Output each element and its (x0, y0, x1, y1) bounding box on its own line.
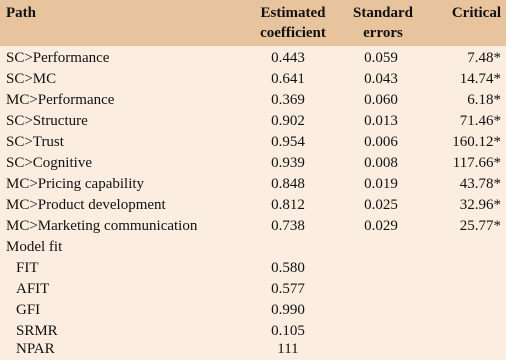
header-se-line2: errors (363, 25, 403, 41)
header-critical (426, 3, 506, 23)
model-fit-label: Model fit (6, 239, 63, 255)
fit-index-name: AFIT (16, 281, 50, 297)
critical-cell: 25.77* (459, 218, 501, 234)
critical-cell: 160.12* (452, 134, 501, 150)
standard-error-cell: 0.013 (364, 113, 398, 129)
header-coef-line1: Estimated (260, 5, 326, 21)
coefficient-cell: 0.954 (271, 134, 305, 150)
table-row (0, 153, 506, 174)
fit-index-value: 0.580 (271, 260, 305, 276)
model-fit-row (0, 258, 506, 279)
critical-cell: 32.96* (459, 197, 501, 213)
coefficient-cell: 0.902 (271, 113, 305, 129)
table-row (0, 216, 506, 237)
standard-error-cell: 0.008 (364, 155, 398, 171)
fit-index-name: SRMR (16, 323, 58, 339)
model-fit-row (0, 300, 506, 321)
coefficient-cell: 0.369 (271, 92, 305, 108)
standard-error-cell: 0.025 (364, 197, 398, 213)
path-cell: MC>Product development (6, 197, 166, 213)
table-row (0, 174, 506, 195)
header-crit-label: Critical (451, 5, 501, 21)
header-path: Path (6, 5, 36, 21)
header-coef-line2: coefficient (260, 25, 326, 41)
path-cell: SC>Structure (6, 113, 88, 129)
critical-cell: 7.48* (467, 50, 501, 66)
path-cell: MC>Performance (6, 92, 115, 108)
coefficient-cell: 0.939 (271, 155, 305, 171)
path-cell: MC>Pricing capability (6, 176, 145, 192)
fit-index-value: 0.577 (271, 281, 305, 297)
standard-error-cell: 0.059 (364, 50, 398, 66)
model-fit-heading-row (0, 237, 506, 258)
header-standard-errors (345, 3, 421, 43)
fit-index-value: 0.990 (271, 302, 305, 318)
path-cell: SC>Trust (6, 134, 64, 150)
path-cell: MC>Marketing communication (6, 218, 198, 234)
coefficient-cell: 0.738 (271, 218, 305, 234)
critical-cell: 117.66* (452, 155, 501, 171)
table-row (0, 69, 506, 90)
coefficient-cell: 0.812 (271, 197, 305, 213)
standard-error-cell: 0.029 (364, 218, 398, 234)
fit-index-value: 0.105 (271, 323, 305, 339)
table-row (0, 132, 506, 153)
standard-error-cell: 0.006 (364, 134, 398, 150)
fit-index-name: FIT (16, 260, 39, 276)
standard-error-cell: 0.060 (364, 92, 398, 108)
table-row (0, 111, 506, 132)
fit-index-name: GFI (16, 302, 41, 318)
fit-index-value: 111 (277, 341, 299, 357)
table-header (0, 0, 506, 46)
table-row (0, 90, 506, 111)
critical-cell: 43.78* (459, 176, 501, 192)
model-fit-row (0, 339, 506, 360)
table-row (0, 48, 506, 69)
header-estimated-coefficient (248, 3, 338, 43)
standard-error-cell: 0.043 (364, 71, 398, 87)
critical-cell: 71.46* (459, 113, 501, 129)
fit-index-name: NPAR (16, 341, 55, 357)
coefficient-cell: 0.848 (271, 176, 305, 192)
table-row (0, 195, 506, 216)
model-fit-row (0, 279, 506, 300)
header-se-line1: Standard (352, 5, 414, 21)
path-cell: SC>Performance (6, 50, 110, 66)
path-cell: SC>Cognitive (6, 155, 92, 171)
coefficient-cell: 0.443 (271, 50, 305, 66)
critical-cell: 6.18* (467, 92, 501, 108)
coefficient-cell: 0.641 (271, 71, 305, 87)
standard-error-cell: 0.019 (364, 176, 398, 192)
critical-cell: 14.74* (459, 71, 501, 87)
path-cell: SC>MC (6, 71, 57, 87)
